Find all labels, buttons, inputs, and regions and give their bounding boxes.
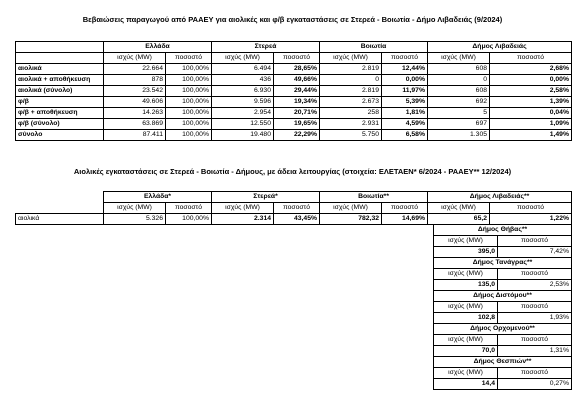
table2-group-header: Στερεά*	[212, 192, 320, 203]
table1-cell: 1.305	[428, 130, 490, 141]
municipality-name: Δήμος Ορχομενού**	[434, 324, 572, 335]
table2-cell: 100,00%	[166, 214, 212, 225]
table1-subheader: ισχύς (MW)	[212, 53, 274, 64]
municipality-pct: 2,53%	[498, 280, 572, 291]
table1-row-label: αιολικά (σύνολο)	[16, 86, 104, 97]
table1-cell: 100,00%	[166, 119, 212, 130]
table1-cell: 2.954	[212, 108, 274, 119]
municipality-subheader-row	[434, 236, 572, 247]
table2-cell: 1,22%	[490, 214, 572, 225]
table2-title: Αιολικές εγκαταστάσεις σε Στερεά - Βοιωτία - Δήμους, με άδεια λειτουργίας (στοιχεία: ΕΛΕΤΑΕΝ* 6/2024 - ΡΑΑΕΥ** 12/2024)	[73, 167, 512, 176]
table1-cell: 100,00%	[166, 75, 212, 86]
table1-subheader: ποσοστό	[382, 53, 428, 64]
table2-row-label: αιολικά	[16, 214, 104, 225]
table1-cell: 22.664	[104, 64, 166, 75]
table1-group-header: Ελλάδα	[104, 42, 212, 53]
municipality-pct: 1,31%	[498, 346, 572, 357]
table1-corner-cell	[16, 42, 104, 53]
municipality-subheader: ποσοστό	[498, 335, 572, 346]
table2-cell: 43,45%	[274, 214, 320, 225]
table1-row	[16, 75, 572, 86]
table1-cell: 63.869	[104, 119, 166, 130]
municipality-value-row	[434, 313, 572, 324]
municipality-subheader: ποσοστό	[498, 302, 572, 313]
table1-cell: 0,00%	[490, 75, 572, 86]
table1-cell: 49.606	[104, 97, 166, 108]
table2-cell: 2.314	[212, 214, 274, 225]
table1-subheader: ισχύς (MW)	[320, 53, 382, 64]
table1-cell: 258	[320, 108, 382, 119]
table1-cell: 100,00%	[166, 86, 212, 97]
municipality-value-row	[434, 280, 572, 291]
table1-cell: 23.542	[104, 86, 166, 97]
table2-corner-cell	[16, 192, 104, 203]
table1-cell: 100,00%	[166, 97, 212, 108]
table1-cell: 11,97%	[382, 86, 428, 97]
table1-cell: 100,00%	[166, 130, 212, 141]
table2-corner-cell	[16, 203, 104, 214]
municipality-subheader: ποσοστό	[498, 368, 572, 379]
table2-subheader: ποσοστό	[274, 203, 320, 214]
table1-row	[16, 97, 572, 108]
municipality-header-row	[434, 258, 572, 269]
municipality-subheader: ισχύς (MW)	[434, 302, 498, 313]
table1-cell: 12.550	[212, 119, 274, 130]
municipality-value-row	[434, 346, 572, 357]
table2-group-header: Ελλάδα*	[104, 192, 212, 203]
municipality-mw: 70,0	[434, 346, 498, 357]
table1-cell: 22,29%	[274, 130, 320, 141]
table1-row	[16, 108, 572, 119]
table1	[15, 41, 572, 141]
table1-cell: 2,58%	[490, 86, 572, 97]
table1-cell: 100,00%	[166, 108, 212, 119]
municipality-subheader: ισχύς (MW)	[434, 236, 498, 247]
table1-group-header: Στερεά	[212, 42, 320, 53]
municipality-pct: 1,93%	[498, 313, 572, 324]
municipality-mw: 135,0	[434, 280, 498, 291]
table1-cell: 87.411	[104, 130, 166, 141]
table1-cell: 6,58%	[382, 130, 428, 141]
table1-row	[16, 119, 572, 130]
municipality-value-row	[434, 247, 572, 258]
municipality-name: Δήμος Διστόμου**	[434, 291, 572, 302]
municipality-name: Δήμος Θεσπιών**	[434, 357, 572, 368]
table1-row-label: φ/β + αποθήκευση	[16, 108, 104, 119]
table1-cell: 697	[428, 119, 490, 130]
table2-subheader-row	[16, 203, 572, 214]
table2	[15, 191, 572, 225]
table1-cell: 5	[428, 108, 490, 119]
municipalities-body	[434, 225, 572, 390]
municipality-subheader-row	[434, 269, 572, 280]
municipality-mw: 395,0	[434, 247, 498, 258]
table1-cell: 9.596	[212, 97, 274, 108]
table1-cell: 12,44%	[382, 64, 428, 75]
table1-cell: 878	[104, 75, 166, 86]
table1-subheader: ποσοστό	[490, 53, 572, 64]
table1-cell: 2.931	[320, 119, 382, 130]
municipality-name: Δήμος Θήβας**	[434, 225, 572, 236]
table2-cell: 14,69%	[382, 214, 428, 225]
table1-subheader: ισχύς (MW)	[104, 53, 166, 64]
municipality-header-row	[434, 324, 572, 335]
table1-cell: 49,66%	[274, 75, 320, 86]
table1-cell: 1,49%	[490, 130, 572, 141]
municipality-subheader: ισχύς (MW)	[434, 269, 498, 280]
municipality-header-row	[434, 357, 572, 368]
table1-row-label: φ/β (σύνολο)	[16, 119, 104, 130]
table2-subheader: ποσοστό	[490, 203, 572, 214]
table1-cell: 2.673	[320, 97, 382, 108]
table2-subheader: ισχύς (MW)	[320, 203, 382, 214]
table1-cell: 19,65%	[274, 119, 320, 130]
table1-row	[16, 130, 572, 141]
municipality-mw: 102,8	[434, 313, 498, 324]
municipality-subheader-row	[434, 302, 572, 313]
table1-cell: 2.819	[320, 86, 382, 97]
table1-cell: 29,44%	[274, 86, 320, 97]
table1-cell: 5,39%	[382, 97, 428, 108]
table1-row	[16, 64, 572, 75]
table1-cell: 5.750	[320, 130, 382, 141]
municipality-subheader-row	[434, 368, 572, 379]
table1-cell: 4,59%	[382, 119, 428, 130]
table1-cell: 2,68%	[490, 64, 572, 75]
table1-corner-cell	[16, 53, 104, 64]
table1-cell: 28,65%	[274, 64, 320, 75]
table1-cell: 2.819	[320, 64, 382, 75]
table1-cell: 436	[212, 75, 274, 86]
table2-cell: 782,32	[320, 214, 382, 225]
table1-cell: 20,71%	[274, 108, 320, 119]
table2-group-header: Βοιωτία**	[320, 192, 428, 203]
municipality-subheader: ποσοστό	[498, 236, 572, 247]
table1-group-header-row	[16, 42, 572, 53]
municipality-mw: 14,4	[434, 379, 498, 390]
table2-subheader: ισχύς (MW)	[428, 203, 490, 214]
municipality-name: Δήμος Τανάγρας**	[434, 258, 572, 269]
municipality-header-row	[434, 225, 572, 236]
table1-subheader-row	[16, 53, 572, 64]
table1-subheader: ισχύς (MW)	[428, 53, 490, 64]
table1-group-header: Βοιωτία	[320, 42, 428, 53]
table2-group-header-row	[16, 192, 572, 203]
table1-body	[16, 64, 572, 141]
table1-subheader: ποσοστό	[166, 53, 212, 64]
municipality-pct: 7,42%	[498, 247, 572, 258]
table1-cell: 19,34%	[274, 97, 320, 108]
table1-cell: 0	[428, 75, 490, 86]
table2-subheader: ποσοστό	[166, 203, 212, 214]
table1-cell: 14.263	[104, 108, 166, 119]
table1-cell: 6.494	[212, 64, 274, 75]
municipality-value-row	[434, 379, 572, 390]
table2-group-header: Δήμος Λιβαδειάς**	[428, 192, 572, 203]
table2-subheader: ποσοστό	[382, 203, 428, 214]
table1-cell: 0,04%	[490, 108, 572, 119]
table2-subheader: ισχύς (MW)	[212, 203, 274, 214]
municipality-subheader: ποσοστό	[498, 269, 572, 280]
table1-cell: 692	[428, 97, 490, 108]
table1-cell: 608	[428, 86, 490, 97]
table2-cell: 65,2	[428, 214, 490, 225]
table1-cell: 19.480	[212, 130, 274, 141]
municipality-header-row	[434, 291, 572, 302]
table1-row-label: σύνολο	[16, 130, 104, 141]
table1-cell: 6.930	[212, 86, 274, 97]
table1-subheader: ποσοστό	[274, 53, 320, 64]
municipality-subheader: ισχύς (MW)	[434, 335, 498, 346]
table1-cell: 608	[428, 64, 490, 75]
table1-row-label: αιολικά + αποθήκευση	[16, 75, 104, 86]
municipality-subheader: ισχύς (MW)	[434, 368, 498, 379]
table1-row-label: αιολικά	[16, 64, 104, 75]
table2-row-aiolika	[16, 214, 572, 225]
table1-cell: 1,81%	[382, 108, 428, 119]
table1-cell: 0,00%	[382, 75, 428, 86]
table1-title: Βεβαιώσεις παραγωγού από ΡΑΑΕΥ για αιολικές και φ/β εγκαταστάσεις σε Στερεά - Βοιωτία - Δήμο Λιβαδειάς (9/2024)	[82, 15, 503, 24]
municipalities-table	[433, 224, 572, 390]
municipality-subheader-row	[434, 335, 572, 346]
table2-cell: 5.326	[104, 214, 166, 225]
table1-cell: 0	[320, 75, 382, 86]
table1-cell: 1,09%	[490, 119, 572, 130]
table1-cell: 100,00%	[166, 64, 212, 75]
table1-group-header: Δήμος Λιβαδειάς	[428, 42, 572, 53]
table1-cell: 1,39%	[490, 97, 572, 108]
table1-row	[16, 86, 572, 97]
table2-subheader: ισχύς (MW)	[104, 203, 166, 214]
municipality-pct: 0,27%	[498, 379, 572, 390]
table1-row-label: φ/β	[16, 97, 104, 108]
